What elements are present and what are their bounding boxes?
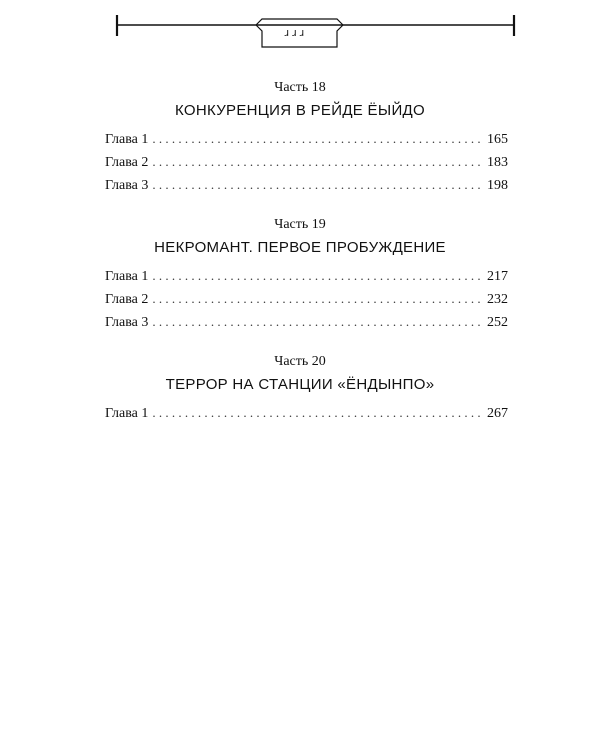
dot-leader (152, 287, 483, 310)
chapter-label: Глава 2 (105, 292, 149, 307)
page-number: 232 (487, 292, 508, 307)
dot-leader (152, 173, 483, 196)
chapter-label: Глава 3 (105, 178, 149, 193)
toc-part-20 (0, 353, 600, 424)
dot-leader (152, 150, 483, 173)
chapter-label: Глава 1 (105, 269, 149, 284)
page-number: 252 (487, 315, 508, 330)
table-of-contents (0, 79, 600, 444)
dot-leader (152, 264, 483, 287)
part-title: ТЕРРОР НА СТАНЦИИ «ЁНДЫНПО» (165, 376, 435, 393)
toc-entry[interactable] (105, 264, 508, 287)
toc-entry[interactable] (105, 173, 508, 196)
toc-entry[interactable] (105, 127, 508, 150)
page-number: 183 (487, 155, 508, 170)
dot-leader (152, 127, 483, 150)
dot-leader (152, 310, 483, 333)
chapter-list (0, 127, 600, 196)
chapter-list (0, 401, 600, 424)
chapter-label: Глава 2 (105, 155, 149, 170)
header-mark: ɹɹɹ (284, 26, 308, 39)
toc-entry[interactable] (105, 150, 508, 173)
chapter-label: Глава 1 (105, 132, 149, 147)
toc-entry[interactable] (105, 287, 508, 310)
toc-entry[interactable] (105, 310, 508, 333)
toc-part-19 (0, 216, 600, 333)
page-number: 165 (487, 132, 508, 147)
part-title: КОНКУРЕНЦИЯ В РЕЙДЕ ЁЫЙДО (175, 102, 425, 119)
part-title: НЕКРОМАНТ. ПЕРВОЕ ПРОБУЖДЕНИЕ (154, 239, 446, 256)
chapter-list (0, 264, 600, 333)
chapter-label: Глава 3 (105, 315, 149, 330)
toc-part-18 (0, 79, 600, 196)
page-header-ornament (0, 0, 600, 60)
chapter-label: Глава 1 (105, 406, 149, 421)
page-number: 267 (487, 406, 508, 421)
dot-leader (152, 401, 483, 424)
page-number: 217 (487, 269, 508, 284)
part-label: Часть 19 (274, 217, 326, 232)
part-label: Часть 20 (274, 354, 326, 369)
page-number: 198 (487, 178, 508, 193)
part-label: Часть 18 (274, 80, 326, 95)
toc-entry[interactable] (105, 401, 508, 424)
